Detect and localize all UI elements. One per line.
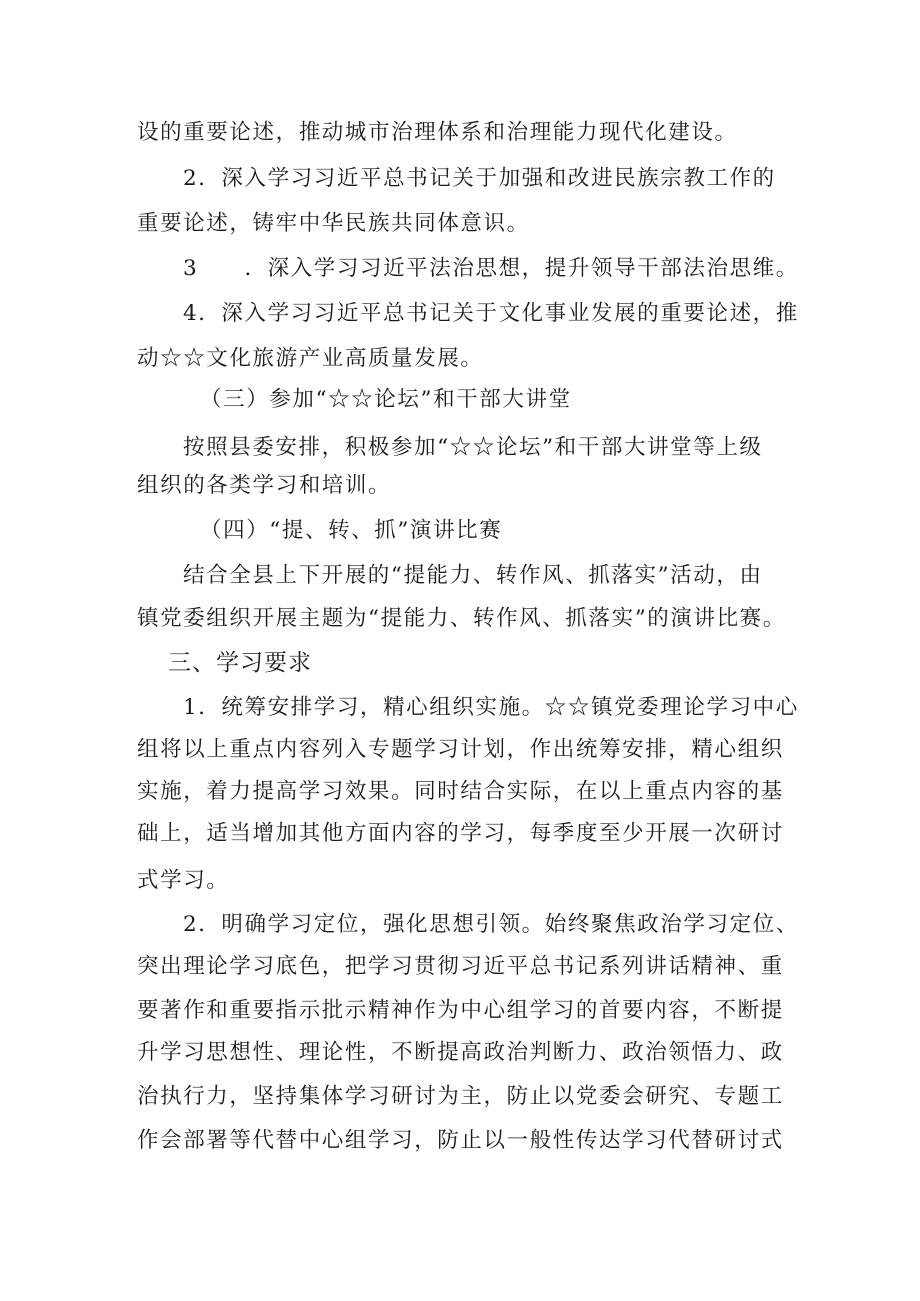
text-line: 2．明确学习定位，强化思想引领。始终聚焦政治学习定位、 [183, 912, 799, 937]
text-line: 础上，适当增加其他方面内容的学习，每季度至少开展一次研讨 [137, 821, 784, 846]
text-line: 组将以上重点内容列入专题学习计划，作出统筹安排，精心组织 [137, 737, 784, 762]
text-line: 实施，着力提高学习效果。同时结合实际，在以上重点内容的基 [137, 779, 784, 804]
text-line: 作会部署等代替中心组学习，防止以一般性传达学习代替研讨式 [137, 1128, 784, 1153]
text-line: 动☆☆文化旅游产业高质量发展。 [137, 346, 484, 371]
section-heading: 三、学习要求 [168, 650, 312, 676]
text-line: 组织的各类学习和培训。 [137, 473, 392, 498]
text-line: 升学习思想性、理论性，不断提高政治判断力、政治领悟力、政 [137, 1040, 784, 1065]
text-line: 3 ．深入学习习近平法治思想，提升领导干部法治思维。 [183, 256, 799, 281]
text-line: 结合全县上下开展的“提能力、转作风、抓落实”活动，由 [183, 563, 763, 588]
text-line: 要著作和重要指示批示精神作为中心组学习的首要内容，不断提 [137, 998, 784, 1023]
text-line: 重要论述，铸牢中华民族共同体意识。 [137, 211, 530, 236]
text-line: 治执行力，坚持集体学习研讨为主，防止以党委会研究、专题工 [137, 1084, 784, 1109]
text-line: 设的重要论述，推动城市治理体系和治理能力现代化建设。 [137, 120, 738, 145]
section-subheading: （三）参加“☆☆论坛”和干部大讲堂 [200, 387, 572, 412]
text-line: 4．深入学习习近平总书记关于文化事业发展的重要论述，推 [183, 301, 799, 326]
text-line: 镇党委组织开展主题为“提能力、转作风、抓落实”的演讲比赛。 [137, 606, 786, 631]
text-line: 式学习。 [137, 868, 230, 893]
section-subheading: （四）“提、转、抓”演讲比赛 [200, 518, 503, 543]
text-line: 1．统筹安排学习，精心组织实施。☆☆镇党委理论学习中心 [183, 695, 799, 720]
text-line: 按照县委安排，积极参加“☆☆论坛”和干部大讲堂等上级 [183, 435, 763, 460]
text-line: 突出理论学习底色，把学习贯彻习近平总书记系列讲话精神、重 [137, 954, 784, 979]
text-line: 2．深入学习习近平总书记关于加强和改进民族宗教工作的 [183, 166, 776, 191]
